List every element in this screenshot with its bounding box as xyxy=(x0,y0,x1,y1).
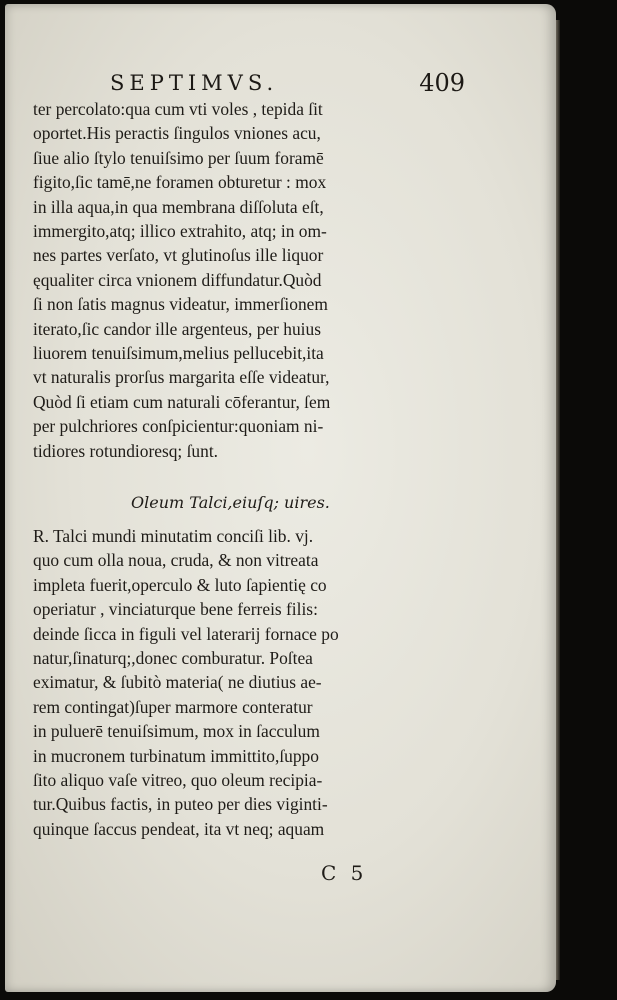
text-line: in puluerē tenuiſsimum, mox in ſacculum xyxy=(33,721,320,742)
text-line: ter percolato:qua cum vti voles , tepida ſit xyxy=(33,99,323,119)
section-heading: Oleum Talci,eiuſq; uires. xyxy=(131,493,330,512)
text-line: quo cum olla noua, cruda, & non vitreata xyxy=(33,550,319,571)
paragraph-2 xyxy=(33,524,453,841)
text-line: operiatur , vinciaturque bene ferreis filis: xyxy=(33,599,318,620)
text-line: ęqualiter circa vnionem diffundatur.Quòd xyxy=(33,269,322,290)
text-line: per pulchriores conſpicientur:quoniam ni- xyxy=(33,416,324,437)
page-number: 409 xyxy=(419,69,465,97)
text-line: in mucronem turbinatum immittito,ſuppo xyxy=(33,745,319,766)
text-line: ſi non ſatis magnus videatur, immerſionem xyxy=(33,294,328,315)
text-line: ſiue alio ſtylo tenuiſsimo per ſuum foramē xyxy=(33,147,324,168)
paragraph-1 xyxy=(33,97,453,463)
text-line: vt naturalis prorſus margarita eſſe videatur, xyxy=(33,367,330,388)
text-line: ſito aliquo vaſe vitreo, quo oleum recipia- xyxy=(33,770,323,791)
running-head: SEPTIMVS. xyxy=(110,71,279,95)
signature-mark: C 5 xyxy=(321,861,364,885)
text-line: oportet.His peractis ſingulos vniones acu, xyxy=(33,123,321,144)
page-edge-shadow xyxy=(556,20,560,980)
text-line: in illa aqua,in qua membrana diſſoluta eſt, xyxy=(33,196,324,217)
text-line: natur,ſinaturq;,donec comburatur. Poſtea xyxy=(33,648,313,669)
text-line: liuorem tenuiſsimum,melius pellucebit,ita xyxy=(33,343,324,364)
text-line: tur.Quibus factis, in puteo per dies viginti- xyxy=(33,794,328,815)
text-line: deinde ſicca in figuli vel laterarij fornace po xyxy=(33,623,339,644)
text-line: iterato,ſic candor ille argenteus, per huius xyxy=(33,318,321,339)
text-line: eximatur, & ſubitò materia( ne diutius ae- xyxy=(33,672,322,693)
text-line: figito,ſic tamē,ne foramen obturetur : mox xyxy=(33,172,327,193)
text-line: nes partes verſato, vt glutinoſus ille liquor xyxy=(33,245,324,266)
text-line: impleta fuerit,operculo & luto ſapientię co xyxy=(33,574,327,595)
text-line: tidiores rotundioresq; ſunt. xyxy=(33,440,218,461)
text-line: quinque ſaccus pendeat, ita vt neq; aquam xyxy=(33,818,325,839)
text-line: R. Talci mundi minutatim conciſi lib. vj. xyxy=(33,526,314,546)
text-line: immergito,atq; illico extrahito, atq; in om- xyxy=(33,221,327,242)
text-line: Quòd ſi etiam cum naturali cōferantur, ſem xyxy=(33,391,331,412)
page-header xyxy=(110,68,465,100)
book-page xyxy=(5,4,556,992)
text-line: rem contingat)ſuper marmore conteratur xyxy=(33,696,313,717)
